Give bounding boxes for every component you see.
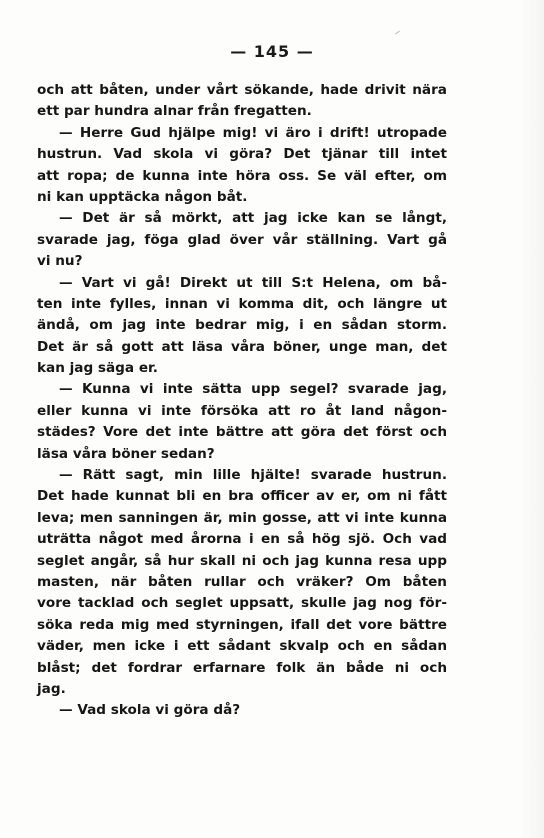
text-line: uträtta något med årorna i en så hög sjö. Och vad (37, 531, 447, 548)
text-line: väder, men icke i ett sådant skvalp och en sådan (37, 638, 447, 655)
text-line: masten, när båten rullar och vräker? Om båten (37, 573, 447, 590)
text-line: eller kunna vi inte försöka att ro åt land någon- (37, 402, 447, 419)
text-line: — Vad skola vi göra då? (59, 702, 241, 719)
page-edge-shadow (520, 0, 544, 838)
text-line: Det hade kunnat bli en bra officer av er, om ni fått (37, 488, 447, 505)
text-line: vi nu? (37, 253, 83, 270)
body-text (37, 80, 447, 722)
page-number: — 145 — (230, 42, 314, 61)
text-line: kan jag säga er. (37, 360, 158, 377)
text-line: vore tacklad och seglet uppsatt, skulle jag nog för- (37, 595, 447, 612)
text-line: läsa våra böner sedan? (37, 445, 215, 462)
text-line: — Rätt sagt, min lille hjälte! svarade hustrun. (59, 467, 447, 484)
text-line: städes? Vore det inte bättre att göra det först och (37, 424, 447, 441)
text-line: att ropa; de kunna inte höra oss. Se väl efter, om (37, 167, 447, 184)
text-line: seglet angår, så hur skall ni och jag kunna resa upp (37, 552, 447, 569)
text-line: jag. (37, 680, 66, 697)
text-line: svarade jag, föga glad över vår ställning. Vart gå (37, 231, 447, 248)
text-line: hustrun. Vad skola vi göra? Det tjänar till intet (37, 146, 447, 163)
text-line: — Det är så mörkt, att jag icke kan se långt, (59, 210, 447, 227)
text-line: söka reda mig med styrningen, ifall det vore bättre (37, 616, 447, 633)
text-line: — Kunna vi inte sätta upp segel? svarade jag, (59, 381, 447, 398)
text-line: — Herre Gud hjälpe mig! vi äro i drift! utropade (59, 124, 447, 141)
text-line: blåst; det fordrar erfarnare folk än både ni och (37, 659, 447, 676)
text-line: ett par hundra alnar från fregatten. (37, 103, 312, 120)
text-line: ni kan upptäcka någon båt. (37, 188, 248, 205)
text-line: leva; men sanningen är, min gosse, att vi inte kunna (37, 509, 447, 526)
text-line: ten inte fylles, innan vi komma dit, och längre ut (37, 295, 447, 312)
text-line: — Vart vi gå! Direkt ut till S:t Helena, om bå- (59, 274, 447, 291)
text-line: ändå, om jag inte bedrar mig, i en sådan storm. (37, 317, 447, 334)
text-line: Det är så gott att läsa våra böner, unge man, det (37, 338, 447, 355)
text-line: och att båten, under vårt sökande, hade drivit nära (37, 82, 447, 98)
paper-speck (395, 31, 400, 35)
